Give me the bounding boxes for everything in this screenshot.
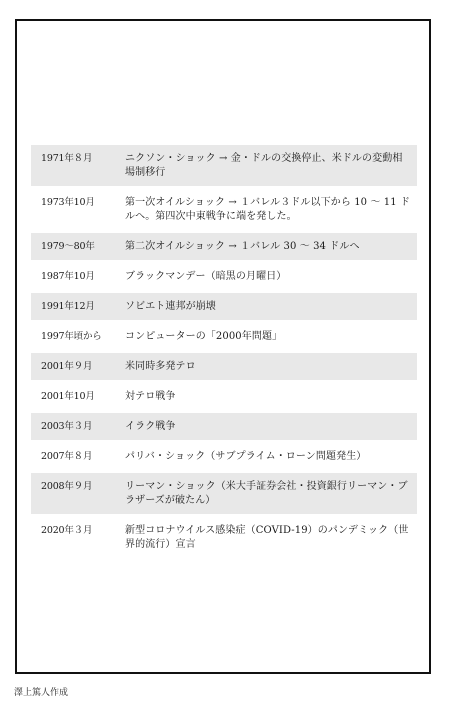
timeline-date: 1991年12月 [41, 301, 95, 312]
credit-caption: 澤上篤人作成 [14, 688, 69, 698]
timeline-date: 1979～80年 [41, 241, 95, 252]
timeline-date: 1971年８月 [41, 153, 93, 164]
timeline-row [31, 353, 417, 380]
figure-frame [15, 19, 431, 674]
timeline-date: 2007年８月 [41, 451, 93, 462]
timeline-row [31, 323, 417, 350]
timeline-event: ニクソン・ショック → 金・ドルの交換停止、米ドルの変動相場制移行 [125, 153, 403, 178]
timeline-event: パリバ・ショック（サブプライム・ローン問題発生） [125, 451, 367, 462]
timeline-date: 2008年９月 [41, 481, 93, 492]
timeline-date: 2020年３月 [41, 525, 93, 536]
timeline-event: 第一次オイルショック → １バレル３ドル以下から 10 ～ 11 ドルへ。第四次中東戦争に端を発した。 [125, 197, 411, 222]
timeline-event: リーマン・ショック（米大手証券会社・投資銀行リーマン・ブラザーズが破たん） [125, 481, 408, 506]
timeline-event: 新型コロナウイルス感染症（COVID-19）のパンデミック（世界的流行）宣言 [125, 525, 409, 550]
timeline-event: 第二次オイルショック → １バレル 30 ～ 34 ドルへ [125, 241, 360, 252]
timeline-event: コンピューターの「2000年問題」 [125, 331, 283, 342]
timeline-date: 1997年頃から [41, 331, 102, 342]
timeline-row [31, 383, 417, 410]
timeline-row [31, 189, 417, 230]
timeline-row [31, 413, 417, 440]
timeline-event: ソビエト連邦が崩壊 [125, 301, 216, 312]
timeline-date: 1973年10月 [41, 197, 95, 208]
timeline-event: ブラックマンデー（暗黒の月曜日） [125, 271, 287, 282]
timeline-row [31, 263, 417, 290]
timeline-row [31, 473, 417, 514]
timeline-date: 2003年３月 [41, 421, 93, 432]
timeline-date: 2001年10月 [41, 391, 95, 402]
timeline-row [31, 233, 417, 260]
timeline-row [31, 293, 417, 320]
timeline-row [31, 443, 417, 470]
timeline-row [31, 145, 417, 186]
timeline-event: 対テロ戦争 [125, 391, 176, 402]
timeline-date: 1987年10月 [41, 271, 95, 282]
timeline-row [31, 517, 417, 558]
timeline-date: 2001年９月 [41, 361, 93, 372]
timeline-table [31, 145, 417, 558]
timeline-event: 米同時多発テロ [125, 361, 196, 372]
timeline-event: イラク戦争 [125, 421, 176, 432]
